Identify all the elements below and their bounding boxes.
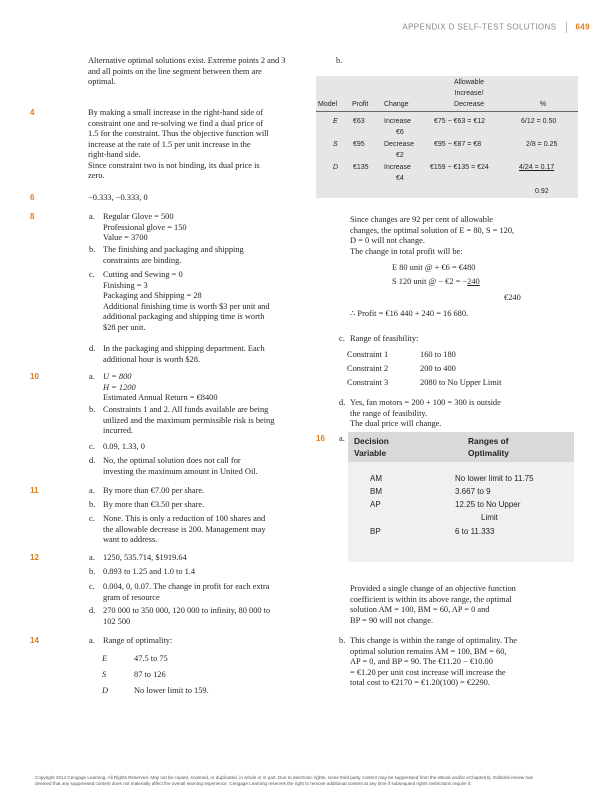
profit-line: ∴ Profit = €16 440 + 240 = 16 680. — [350, 309, 469, 318]
answer-16a-label: a. — [339, 434, 345, 443]
answer-10b: Constraints 1 and 2. All funds available are being utilized and the maximum permissible risk is being incurred. — [103, 405, 275, 435]
var-s: S — [102, 670, 107, 679]
answer-14a: Range of optimality: — [103, 636, 173, 645]
question-number-14: 14 — [30, 636, 39, 645]
feasibility-title: Range of feasibility: — [350, 334, 419, 343]
constraint-2: Constraint 2 — [347, 364, 389, 373]
question-number-11: 11 — [30, 486, 39, 495]
answer-10c-label: c. — [89, 442, 95, 451]
answer-12a-label: a. — [89, 553, 95, 562]
answer-8c-label: c. — [89, 270, 95, 279]
copyright-footer: Copyright 2014 Cengage Learning. All Rights Reserved. May not be copied, scanned, or duplicated, in whole or in part. Due to electronic rights, some third party content may be suppressed from the eBook and/or eChapter(s). Editorial review has deemed that any suppressed content does not materially affect the overall learning experience. Cengage Learning reserves the right to remove additional content at any time if subsequent rights restrictions require it. — [35, 775, 533, 787]
question-number-6: 6 — [30, 193, 35, 202]
optimality-table: Decision Variable Ranges of Optimality AM No lower limit to 11.75 BM 3.667 to 9 AP 12.25 to No Upper Limit BP 6 to 11.333 — [348, 432, 574, 562]
calc-e: E 80 unit @ + €6 = €480 — [392, 263, 476, 272]
answer-8b: The finishing and packaging and shipping constraints are binding. — [103, 245, 244, 265]
answer-8d-label: d. — [89, 344, 96, 353]
header-divider — [566, 22, 567, 33]
answer-12b: 0.893 to 1.25 and 1.0 to 1.4 — [103, 567, 196, 576]
question-number-10: 10 — [30, 372, 39, 381]
page-number: 649 — [575, 22, 590, 32]
answer-12b-label: b. — [89, 567, 96, 576]
answer-10c: 0.09, 1.33, 0 — [103, 442, 145, 451]
constraint-1: Constraint 1 — [347, 350, 389, 359]
answer-11a-label: a. — [89, 486, 95, 495]
answer-d: Yes, fan motors = 200 + 100 = 300 is outside the range of feasibility. The dual price will change. — [350, 398, 501, 428]
answer-10d: No, the optimal solution does not call for investing the maximum amount in United Oil. — [103, 456, 258, 476]
constraint-3: Constraint 3 — [347, 378, 389, 387]
answer-b-label: b. — [336, 56, 343, 65]
range-d: No lower limit to 159. — [134, 686, 209, 695]
answer-8a-label: a. — [89, 212, 95, 221]
answer-d-label: d. — [339, 398, 346, 407]
answer-16b-label: b. — [339, 636, 346, 645]
answer-8d: In the packaging and shipping department. Each additional hour is worth $28. — [103, 344, 265, 364]
answer-11a: By more than €7.00 per share. — [103, 486, 205, 495]
var-e: E — [102, 654, 108, 663]
answer-12c: 0.004, 0, 0.07. The change in profit for each extra gram of resource — [103, 582, 270, 602]
running-header — [402, 22, 590, 33]
answer-c-label: c. — [339, 334, 345, 343]
question-number-4: 4 — [30, 108, 35, 117]
answer-10a-label: a. — [89, 372, 95, 381]
answer-10b-label: b. — [89, 405, 96, 414]
answer-12d: 270 000 to 350 000, 120 000 to infinity, 80 000 to 102 500 — [103, 606, 271, 626]
answer-6: −0.333, −0.333, 0 — [88, 193, 148, 202]
answer-11c-label: c. — [89, 514, 95, 523]
calc-s: S 120 unit @ − €2 = −240 — [392, 277, 480, 286]
change-paragraph: Since changes are 92 per cent of allowable changes, the optimal solution of E = 80, S = 120, D = 0 will not change. The change in total profit will be: — [350, 215, 515, 256]
answer-12d-label: d. — [89, 606, 96, 615]
question-number-12: 12 — [30, 553, 39, 562]
calc-total: €240 — [504, 293, 521, 302]
constraint-3-range: 2080 to No Upper Limit — [420, 378, 502, 387]
var-d: D — [102, 686, 109, 695]
answer-16a-paragraph: Provided a single change of an objective function coefficient is within its above range, the optimal solution AM = 100, BM = 60, AP = 0 and BP = 90 will not change. — [350, 584, 516, 625]
answer-11c: None. This is only a reduction of 100 shares and the allowable decrease is 200. Management may want to address. — [103, 514, 266, 544]
answer-12c-label: c. — [89, 582, 95, 591]
constraint-1-range: 160 to 180 — [420, 350, 456, 359]
range-e: 47.5 to 75 — [134, 654, 168, 663]
answer-10d-label: d. — [89, 456, 96, 465]
answer-11b: By more than €3.50 per share. — [103, 500, 205, 509]
intro-paragraph: Alternative optimal solutions exist. Extreme points 2 and 3 and all points on the line segment between them are optimal. — [88, 56, 286, 86]
answer-8a: Regular Glove = 500 Professional glove = 150 Value = 3700 — [103, 212, 187, 242]
answer-12a: 1250, 535.714, $1919.64 — [103, 553, 187, 562]
answer-10a: U = 800 H = 1200 Estimated Annual Return = €8400 — [103, 372, 218, 402]
answer-11b-label: b. — [89, 500, 96, 509]
question-number-16: 16 — [316, 434, 325, 443]
answer-8b-label: b. — [89, 245, 96, 254]
answer-4: By making a small increase in the right-hand side of constraint one and re-solving we find a dual price of 1.5 for the constraint. Thus the objective function will increase at the rate of 1.5 per unit increase in the right-hand side. Since constraint two is not binding, its dual price is zero. — [88, 108, 269, 180]
question-number-8: 8 — [30, 212, 35, 221]
sensitivity-table: Allowable Increase/ Model Profit Change Decrease % E €63 Increase €6 €75 − €63 = €12 6/12 = 0.50 S €95 Decrease €2 €95 − €87 = €8 2/8 = 0.25 D €135 Increase €4 €159 − €135 = €24 4/24 = 0.17 0.92 — [316, 76, 578, 198]
header-title: APPENDIX D SELF-TEST SOLUTIONS — [402, 22, 557, 32]
range-s: 87 to 126 — [134, 670, 166, 679]
constraint-2-range: 200 to 400 — [420, 364, 456, 373]
answer-14a-label: a. — [89, 636, 95, 645]
answer-16b: This change is within the range of optimality. The optimal solution remains AM = 100, BM = 60, AP = 0, and BP = 90. The €11.20 − €10.00 = €1.20 per unit cost increase will increase the total cost to €2170 = €1.20(100) = €2290. — [350, 636, 517, 687]
answer-8c: Cutting and Sewing = 0 Finishing = 3 Packaging and Shipping = 28 Additional finishing time is worth $3 per unit and additional packaging and shipping time is worth $28 per unit. — [103, 270, 270, 332]
